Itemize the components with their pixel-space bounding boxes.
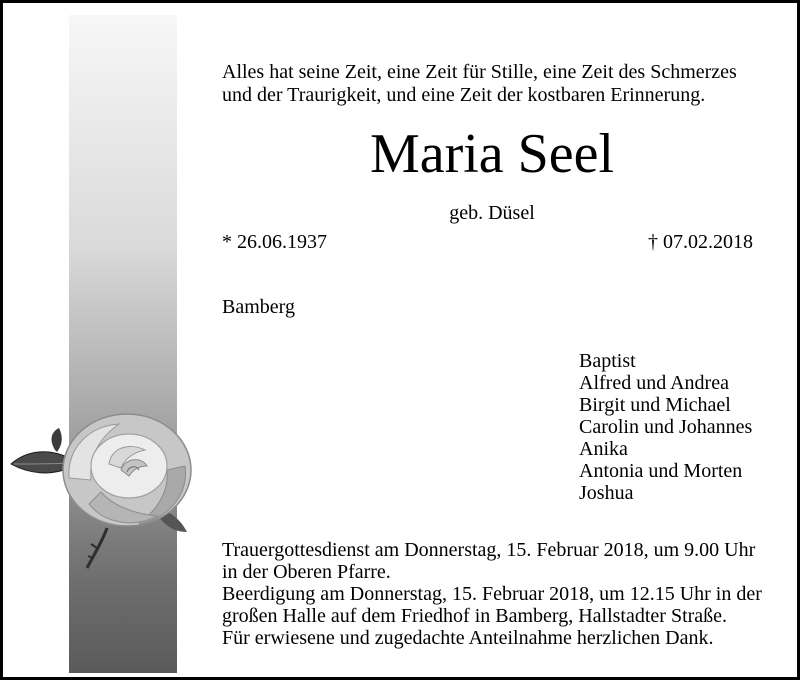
mourner-item: Birgit und Michael [579, 394, 731, 416]
mourner-item: Baptist [579, 350, 636, 372]
service-line-4: großen Halle auf dem Friedhof in Bamberg, Hallstadter Straße. [222, 605, 728, 627]
place-of-residence: Bamberg [222, 296, 295, 318]
gradient-band [69, 15, 177, 673]
mourners-list [579, 350, 752, 504]
service-line-1: Trauergottesdienst am Donnerstag, 15. Februar 2018, um 9.00 Uhr [222, 539, 756, 561]
death-date: † 07.02.2018 [648, 231, 753, 253]
mourner-item: Carolin und Johannes [579, 416, 753, 438]
quote-line-2: und der Traurigkeit, und eine Zeit der kostbaren Erinnerung. [222, 84, 706, 106]
mourner-item: Joshua [579, 482, 634, 504]
mourner-item: Antonia und Morten [579, 460, 743, 482]
rose-icon [9, 408, 214, 573]
mourner-item: Anika [579, 438, 628, 460]
deceased-name: Maria Seel [369, 123, 615, 185]
mourner-item: Alfred und Andrea [579, 372, 729, 394]
birth-date: * 26.06.1937 [222, 231, 327, 253]
service-line-5: Für erwiesene und zugedachte Anteilnahme herzlichen Dank. [222, 627, 714, 649]
service-line-3: Beerdigung am Donnerstag, 15. Februar 2018, um 12.15 Uhr in der [222, 583, 762, 605]
maiden-name: geb. Düsel [449, 202, 535, 224]
quote-line-1: Alles hat seine Zeit, eine Zeit für Stille, eine Zeit des Schmerzes [222, 61, 737, 83]
service-details [222, 539, 792, 649]
service-line-2: in der Oberen Pfarre. [222, 561, 391, 583]
quote [222, 61, 782, 107]
